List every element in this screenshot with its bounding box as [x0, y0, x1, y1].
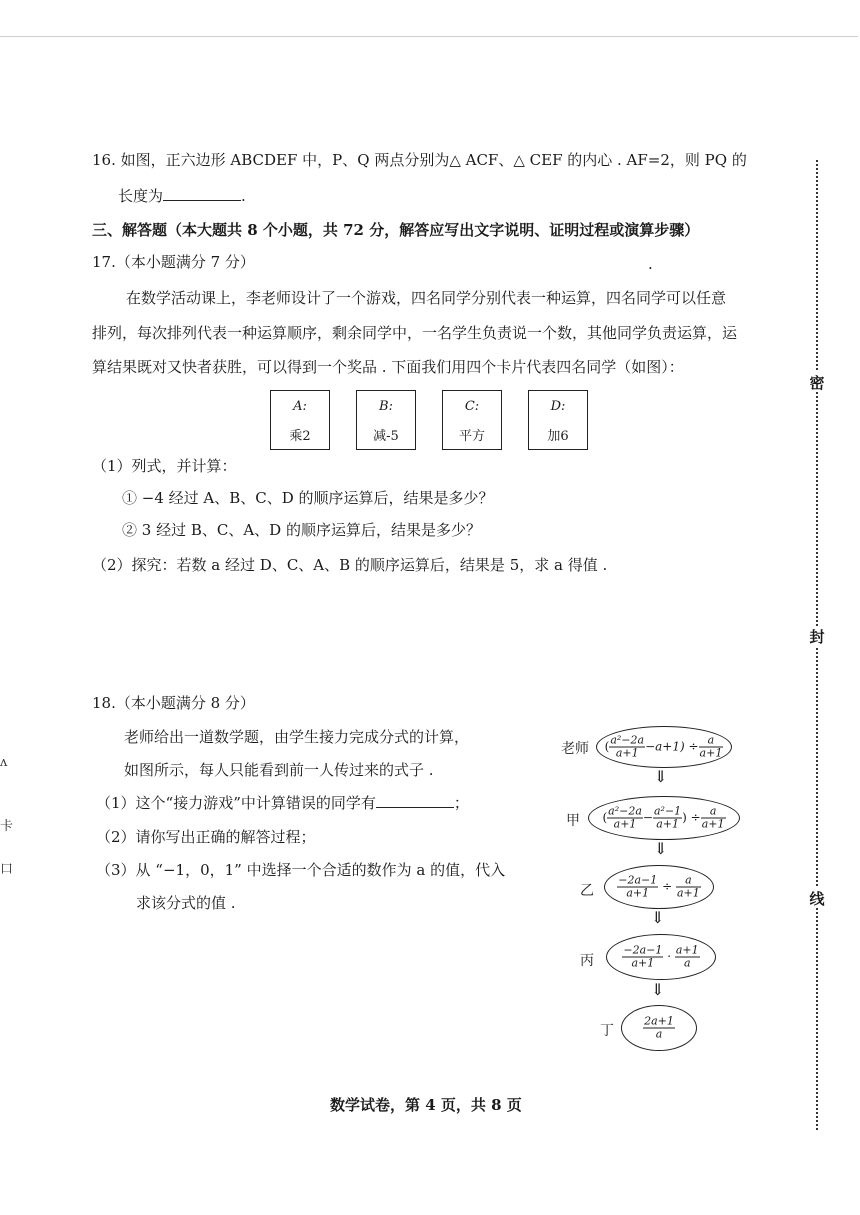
card-c-name: C: [464, 399, 480, 414]
flow-label-bing: 丙 [580, 953, 594, 969]
card-b-name: B: [379, 399, 393, 414]
edge-mark-1: ʌ [0, 755, 8, 770]
card-a-op: 乘2 [289, 429, 311, 444]
flow-expr-ding: $\frac{2a+1}{a}$ [644, 1014, 674, 1041]
q16-line1: 16. 如图，正六边形 ABCDEF 中，P、Q 两点分别为△ ACF、△ CEF 的内心 . AF=2，则 PQ 的 [92, 151, 747, 169]
flow-expr-yi: $\frac{-2a-1}{a+1}$ ÷ $\frac{a}{a+1}$ [618, 873, 700, 900]
flow-arrow-3: ⇓ [651, 908, 665, 927]
flow-label-jia: 甲 [566, 813, 580, 829]
q17-para-line2: 排列，每次排列代表一种运算顺序，剩余同学中，一名学生负责说一个数，其他同学负责运算，运 [92, 324, 738, 342]
q18-part1 [96, 793, 469, 813]
flow-arrow-1: ⇓ [654, 767, 668, 786]
edge-mark-3: 口 [0, 862, 14, 877]
card-d-op: 加6 [547, 429, 569, 444]
flow-label-teacher: 老师 [561, 741, 589, 757]
q18-intro2: 如图所示，每人只能看到前一人传过来的式子 . [124, 761, 434, 779]
flow-oval-teacher [596, 726, 732, 768]
flow-oval-yi [604, 865, 714, 909]
flow-arrow-2: ⇓ [654, 839, 668, 858]
flow-oval-ding [621, 1005, 697, 1051]
card-d [528, 390, 588, 450]
flow-label-ding: 丁 [600, 1023, 614, 1039]
flow-oval-jia [588, 796, 740, 840]
q17-para-line3: 算结果既对又快者获胜，可以得到一个奖品 . 下面我们用四个卡片代表四名同学（如图）： [92, 358, 684, 376]
q18-answer-blank [376, 793, 454, 808]
q17-part1: （1）列式，并计算： [92, 457, 237, 475]
q16-line2-suffix: . [241, 187, 246, 205]
q16-answer-blank [163, 186, 241, 201]
seal-char-feng: 封 [809, 628, 825, 646]
card-a [270, 390, 330, 450]
q18-part3b: 求该分式的值 . [136, 894, 236, 912]
q17-part2: （2）探究：若数 a 经过 D、C、A、B 的顺序运算后，结果是 5，求 a 得值 . [92, 556, 608, 574]
seal-char-xian: 线 [809, 890, 825, 908]
flow-expr-jia: ( $\frac{\text{a²−2a}}{a+1}$ − $\frac{\text{a²−1}}{a+1}$ ) ÷ $\frac{a}{a+1}$ [602, 804, 725, 831]
q17-sub1: ① −4 经过 A、B、C、D 的顺序运算后，结果是多少？ [122, 489, 494, 507]
flow-arrow-4: ⇓ [651, 980, 665, 999]
q17-para-line1: 在数学活动课上，李老师设计了一个游戏，四名同学分别代表一种运算，四名同学可以任意 [126, 289, 727, 307]
card-b [356, 390, 416, 450]
q18-part2: （2）请你写出正确的解答过程； [96, 828, 316, 846]
page-top-rule [0, 36, 858, 1187]
q16-line2 [118, 186, 246, 206]
card-c [442, 390, 502, 450]
flow-label-yi: 乙 [580, 883, 594, 899]
q17-sub2: ② 3 经过 B、C、A、D 的顺序运算后，结果是多少？ [122, 521, 481, 539]
seal-char-mi: 密 [809, 374, 825, 392]
card-d-name: D: [550, 399, 566, 414]
q18-part1-prefix: （1）这个“接力游戏”中计算错误的同学有 [96, 794, 376, 812]
flow-expr-bing: $\frac{-2a-1}{a+1}$ · $\frac{a+1}{a}$ [623, 943, 699, 970]
q18-part1-suffix: ； [453, 794, 469, 812]
section3-title: 三、解答题（本大题共 8 个小题，共 72 分，解答应写出文字说明、证明过程或演算步骤） [92, 221, 700, 239]
q16-line2-prefix: 长度为 [118, 187, 164, 205]
card-b-op: 减-5 [373, 429, 399, 444]
card-c-op: 平方 [458, 429, 485, 444]
q17-header: 17.（本小题满分 7 分） [92, 253, 255, 271]
flow-expr-teacher: ( $\frac{\text{a²−2a}}{a+1}$ −a+1) ÷ $\frac{a}{a+1}$ [604, 733, 723, 760]
flow-oval-bing [606, 934, 716, 980]
q18-part3a: （3）从 “−1，0，1” 中选择一个合适的数作为 a 的值，代入 [96, 861, 506, 879]
q18-header: 18.（本小题满分 8 分） [92, 694, 255, 712]
card-a-name: A: [293, 399, 307, 414]
page-footer: 数学试卷，第 4 页，共 8 页 [330, 1096, 522, 1114]
stray-dot: . [648, 255, 653, 273]
q18-intro1: 老师给出一道数学题，由学生接力完成分式的计算， [124, 728, 470, 746]
edge-mark-2: 卡 [0, 819, 14, 834]
